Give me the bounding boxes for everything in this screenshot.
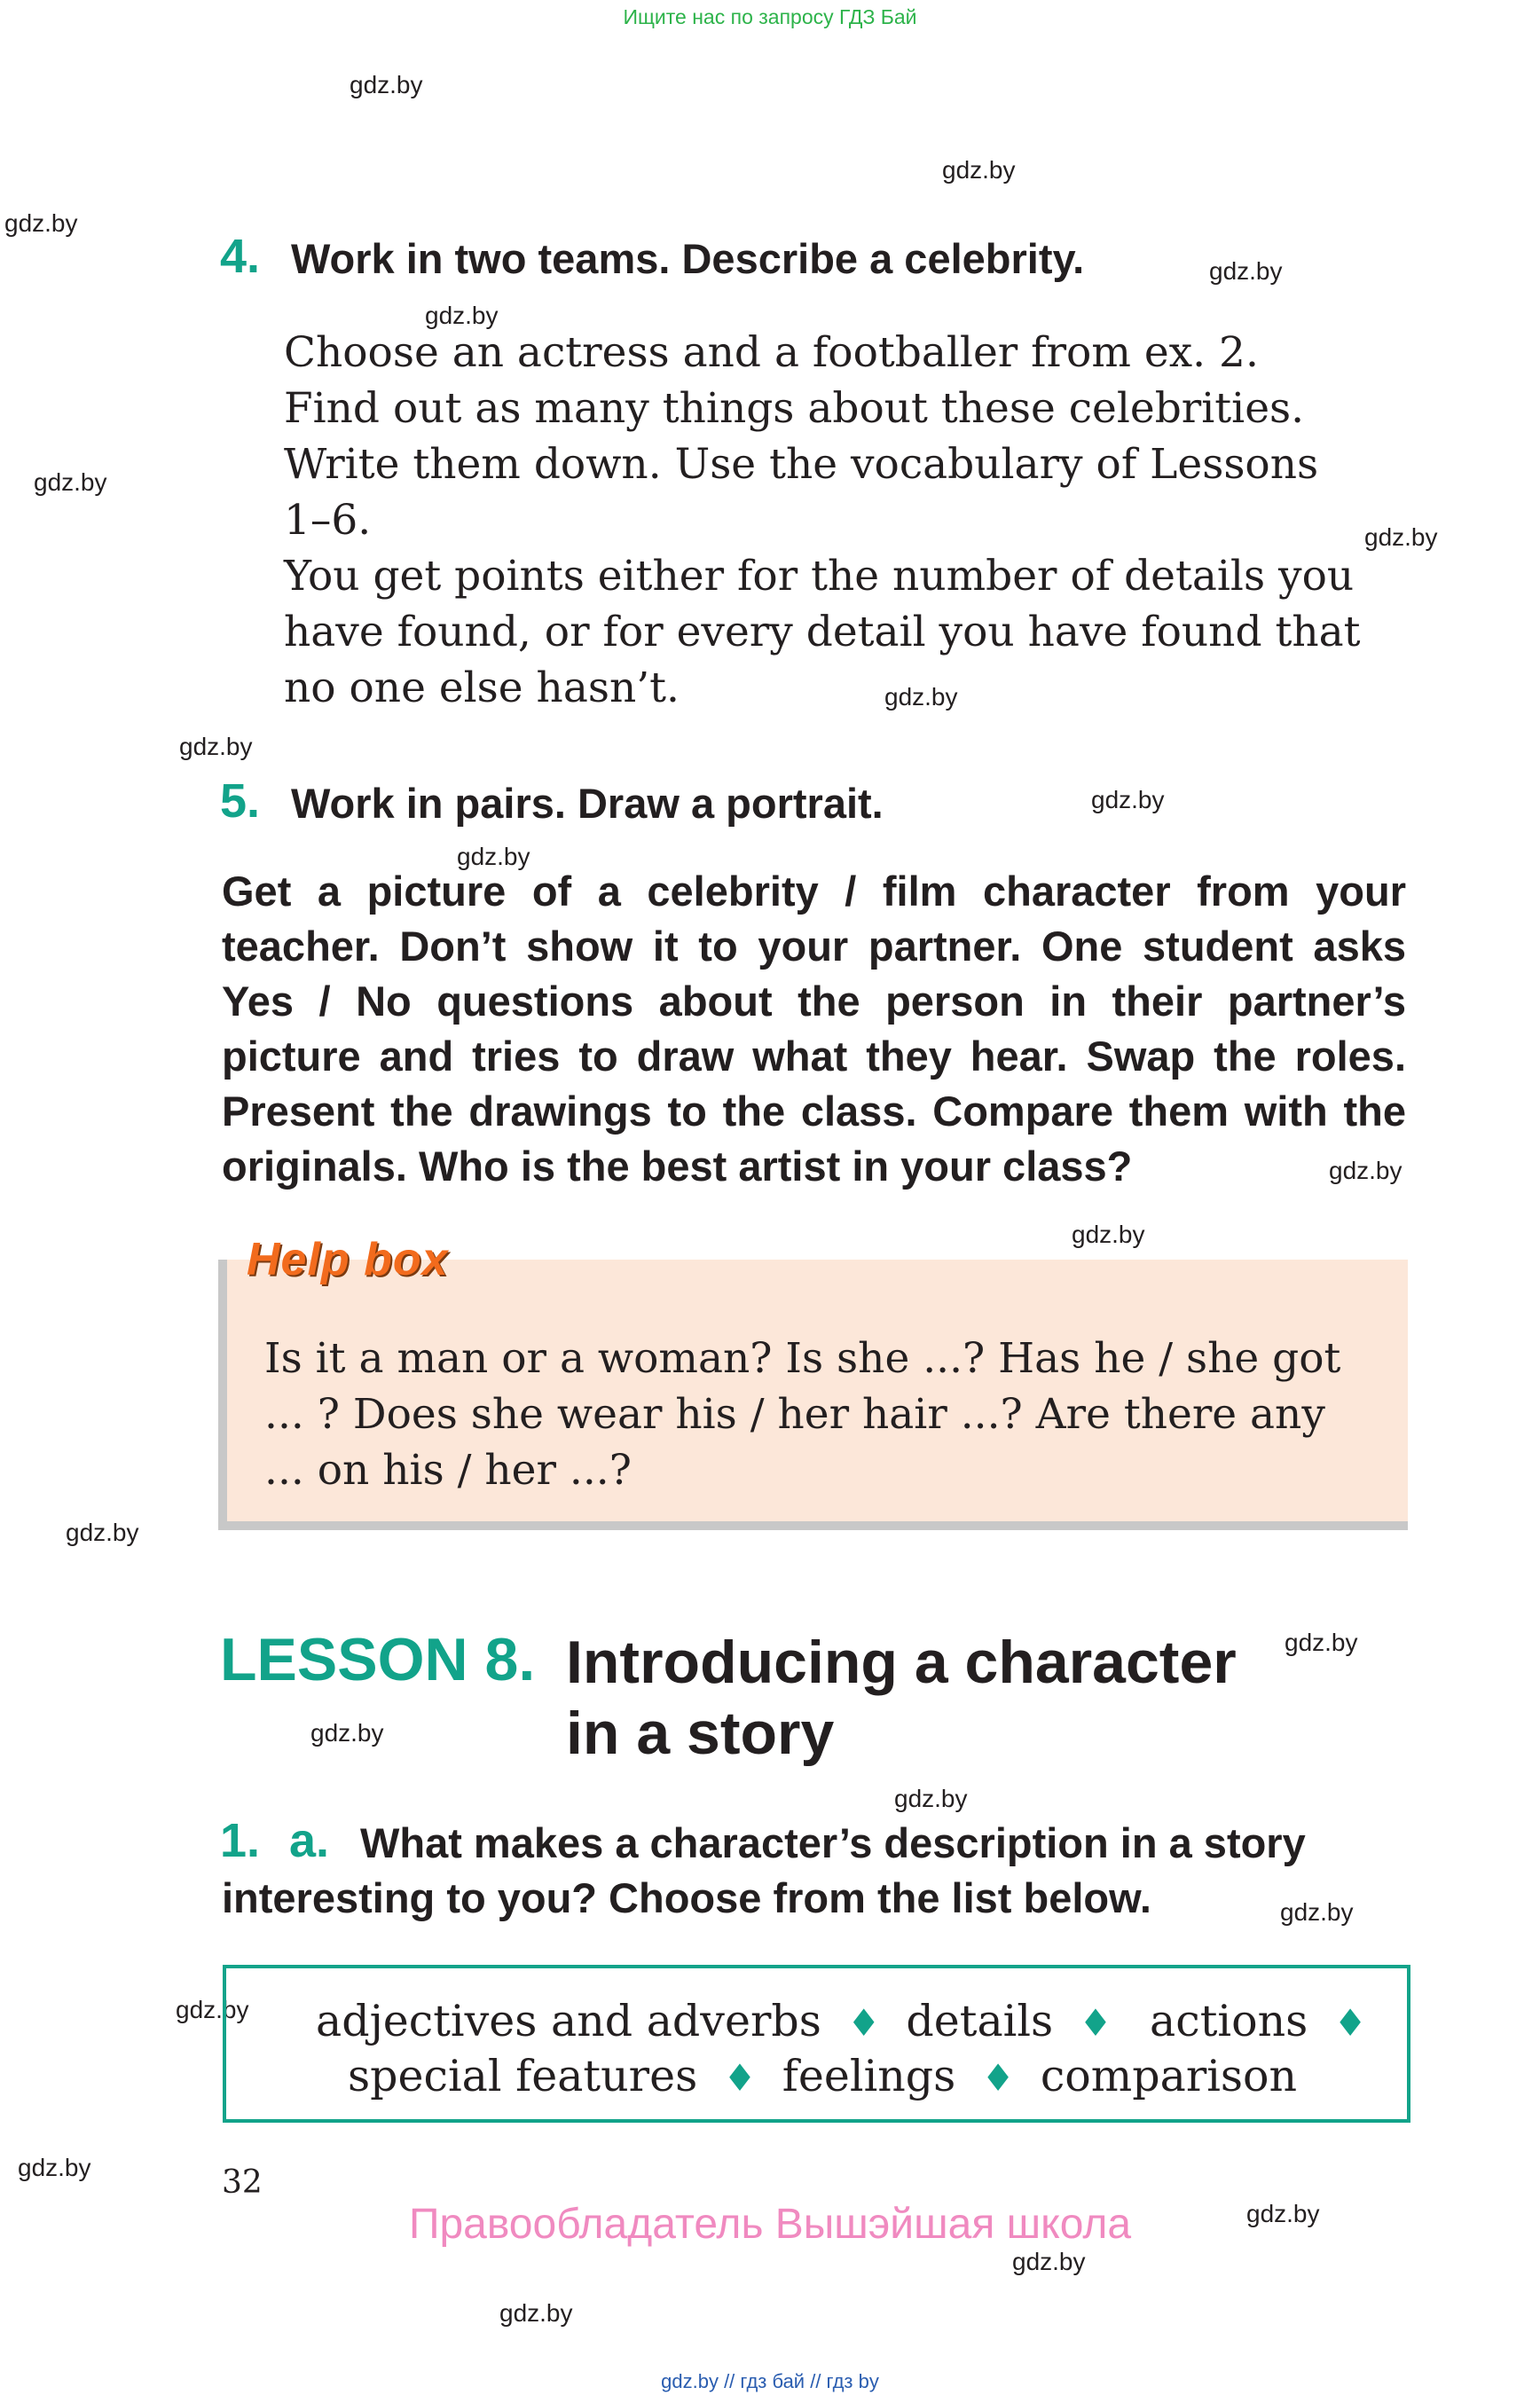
exercise-number: 5. (220, 774, 261, 828)
watermark: gdz.by (425, 302, 499, 329)
exercise-text-line: no one else hasn’t. (284, 664, 680, 712)
watermark: gdz.by (4, 209, 78, 237)
exercise-text-line: Present the drawings to the class. Compare them with the (222, 1088, 1406, 1135)
exercise-text-line: have found, or for every detail you have found that (284, 608, 1361, 656)
watermark: gdz.by (176, 1996, 249, 2023)
lesson-title-line: in a story (566, 1700, 835, 1767)
exercise-text-line: originals. Who is the best artist in your class? (222, 1143, 1133, 1190)
watermark: gdz.by (1091, 786, 1165, 813)
watermark: gdz.by (499, 2299, 573, 2327)
watermark: gdz.by (34, 468, 107, 496)
vocabulary-item: adjectives and adverbs (316, 1996, 821, 2046)
watermark: gdz.by (1280, 1898, 1354, 1926)
watermark: gdz.by (1285, 1629, 1358, 1656)
vocabulary-row (348, 2049, 1297, 2106)
watermark: gdz.by (942, 156, 1016, 184)
vocabulary-item: special features (348, 2051, 698, 2101)
help-box-title: Help box (247, 1234, 449, 1285)
exercise-text-line: Write them down. Use the vocabulary of Lessons (284, 440, 1319, 489)
exercise-letter: a. (289, 1814, 330, 1867)
watermark: gdz.by (457, 843, 530, 870)
watermark: gdz.by (1364, 523, 1438, 551)
vocabulary-item: details (906, 1996, 1054, 2046)
exercise-number: 4. (220, 230, 261, 283)
watermark: gdz.by (179, 733, 253, 760)
diamond-icon: ♦ (1066, 2001, 1136, 2045)
exercise-text-line: teacher. Don’t show it to your partner. One student asks (222, 923, 1406, 970)
vocabulary-item: comparison (1040, 2051, 1298, 2101)
exercise-text-line: What makes a character’s description in a story (360, 1819, 1306, 1866)
exercise-text-line: Yes / No questions about the person in their partner’s (222, 978, 1406, 1025)
help-box-line: Is it a man or a woman? Is she ...? Has he / she got (264, 1334, 1341, 1383)
exercise-text-line: interesting to you? Choose from the list below. (222, 1874, 1151, 1921)
vocabulary-item: actions (1150, 1996, 1308, 2046)
exercise-text-line: 1–6. (284, 496, 372, 545)
lesson-title-line: Introducing a character (566, 1629, 1237, 1696)
watermark: gdz.by (18, 2154, 91, 2181)
watermark: gdz.by (66, 1519, 139, 1546)
watermark: gdz.by (1072, 1221, 1145, 1248)
watermark: gdz.by (1209, 257, 1283, 285)
vocabulary-row (316, 1994, 1367, 2051)
exercise-text-line: You get points either for the number of details you (284, 552, 1355, 601)
exercise-text-line: Choose an actress and a footballer from ex. 2. (284, 328, 1259, 377)
exercise-heading: Work in two teams. Describe a celebrity. (291, 235, 1085, 282)
watermark: gdz.by (1246, 2200, 1320, 2227)
watermark: gdz.by (350, 71, 423, 98)
help-box-line: ... on his / her ...? (264, 1446, 632, 1495)
lesson-number: LESSON 8. (220, 1626, 536, 1693)
exercise-text-line: Find out as many things about these celebrities. (284, 384, 1305, 433)
page-number: 32 (222, 2164, 263, 2201)
vocabulary-item: feelings (782, 2051, 956, 2101)
watermark: gdz.by (1329, 1157, 1402, 1184)
exercise-text-line: picture and tries to draw what they hear. Swap the roles. (222, 1033, 1406, 1080)
exercise-text-line: Get a picture of a celebrity / film character from your (222, 868, 1406, 915)
diamond-icon: ♦ (711, 2056, 769, 2100)
footer-links[interactable]: gdz.by // гдз бай // гдз by (661, 2370, 879, 2392)
watermark: gdz.by (894, 1785, 968, 1812)
copyright: Правообладатель Вышэйшая школа (408, 2201, 1132, 2248)
diamond-icon: ♦ (1321, 2001, 1367, 2045)
exercise-number: 1. (220, 1814, 261, 1867)
diamond-icon: ♦ (969, 2056, 1027, 2100)
watermark: gdz.by (884, 683, 958, 711)
watermark: gdz.by (1012, 2248, 1086, 2275)
help-box-line: ... ? Does she wear his / her hair ...? Are there any (264, 1390, 1325, 1439)
top-banner: Ищите нас по запросу ГДЗ Бай (623, 5, 917, 28)
exercise-heading: Work in pairs. Draw a portrait. (291, 780, 884, 827)
watermark: gdz.by (310, 1719, 384, 1747)
diamond-icon: ♦ (835, 2001, 892, 2045)
